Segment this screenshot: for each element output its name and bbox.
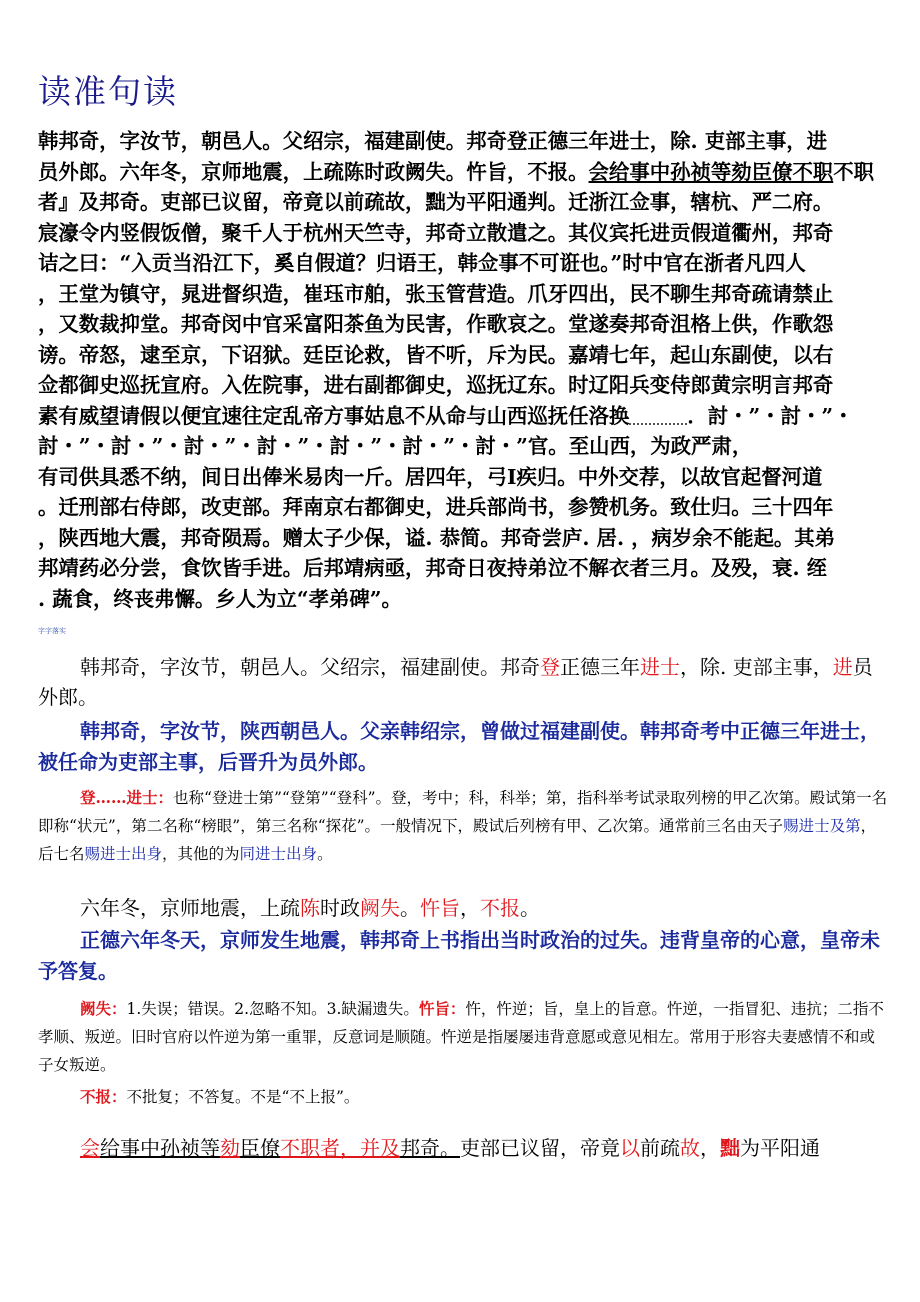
text: 给事中孙祯等 (100, 1136, 220, 1160)
passage-line-text: 员外郎。六年冬，京师地震，上疏陈时政阙失。忤旨，不报。 (38, 159, 589, 184)
text: 前疏 (640, 1136, 680, 1160)
note-text: 也称“登进士第”“登第”“登科”。登，考中；科，科举；第，指科举考试录取列榜的甲乙次第。殿试第一名即称“状元”，第二名称“榜眼”，第三名称“探花”。一般情况下，殿试后列榜有甲、乙次第。通常前三名由天子 (38, 789, 888, 835)
text: 吏部已议留，帝竟 (460, 1136, 620, 1160)
passage-line: 韩邦奇，字汝节，朝邑人。父绍宗，福建副使。邦奇登正德三年进士，除. 吏部主事，进 (38, 129, 828, 153)
text: ，除. 吏部主事 (680, 655, 813, 679)
garbled-text: ．討・”・討・”・ (687, 403, 854, 428)
section1-translation: 韩邦奇，字汝节，陕西朝邑人。父亲韩绍宗，曾做过福建副使。韩邦奇考中正德三年进士，被任命为吏部主事，后晋升为员外郎。 (38, 719, 880, 774)
highlight-word: 陈 (300, 896, 320, 920)
page-title: 读准句读 (38, 72, 178, 111)
passage-line (38, 401, 888, 432)
highlight-word: 会 (80, 1136, 100, 1160)
note-head: 阙失： (80, 999, 127, 1018)
section-1 (38, 652, 888, 868)
highlight-word: 阙失 (360, 896, 400, 920)
highlight-word: 黜 (720, 1136, 740, 1160)
note-highlight: 赐进士及第 (783, 817, 861, 835)
section1-note (38, 784, 888, 868)
text: 员外郎。 (38, 655, 873, 709)
passage-line: 邦靖药必分尝，食饮皆手进。后邦靖病亟，邦奇日夜持弟泣不解衣者三月。及殁，衰. 绖 (38, 556, 828, 580)
note-head: 登……进士： (80, 788, 174, 807)
text: ， (700, 1136, 720, 1160)
highlight-word: 以 (620, 1136, 640, 1160)
underlined-phrase: 会给事中孙祯等劾臣僚不职 (588, 159, 834, 184)
passage-line: 宸濠令内竖假饭僧，聚千人于杭州天竺寺，邦奇立散遣之。其仪宾托进贡假道衢州，邦奇 (38, 220, 834, 245)
text: 为平阳通 (740, 1136, 820, 1160)
note-text: ，其他的为 (162, 845, 240, 863)
highlight-word: 登 (540, 655, 560, 679)
highlight-word: 故 (680, 1136, 700, 1160)
text: ， (460, 896, 480, 920)
note-highlight: 赐进士出身 (84, 845, 163, 863)
text: ， (812, 655, 833, 679)
highlight-word: 不职者 (280, 1136, 340, 1160)
passage-line: 。迁刑部右侍郎，改吏部。拜南京右都御史，进兵部尚书，参赞机务。致仕归。三十四年 (38, 495, 834, 519)
text: 韩邦奇，字汝节，朝邑人。父绍宗，福建副使。邦奇 (80, 655, 540, 679)
passage-line: 有司供具悉不纳，间日出俸米易肉一斤。居四年，弓I疾归。中外交荐，以故官起督河道 (38, 464, 823, 489)
passage-line: ，又数裁抑堂。邦奇闵中官采富阳茶鱼为民害，作歌哀之。堂遂奏邦奇沮格上供，作歌怨 (38, 312, 834, 336)
highlight-word: 不报 (480, 896, 520, 920)
passage-line-text: 素有威望请假以便宜速往定乱帝方事姑息不从命与山西巡抚任洛换 (38, 403, 630, 428)
passage-line (38, 157, 888, 188)
original-passage (38, 126, 888, 614)
note-text: 不批复；不答复。不是“不上报”。 (126, 1088, 360, 1106)
text: 。 (520, 896, 540, 920)
highlight-word: 忤旨 (420, 896, 460, 920)
highlight-word: 劾 (220, 1136, 240, 1160)
section-3 (38, 1133, 888, 1163)
passage-line: 者』及邦奇。吏部已议留，帝竟以前疏故，黜为平阳通判。迁浙江佥事，辖杭、严二府。 (38, 190, 834, 214)
section-2 (38, 893, 888, 1111)
note-text: 。 (317, 845, 333, 863)
note-text: 忤，忤逆；旨，皇上的旨意。忤逆，一指冒犯、违抗；二指不孝顺、叛逆。旧时官府以忤逆为第一重罪，反意词是顺随。忤逆是指屡屡违背意愿或意见相左。常用于形容夫妻感情不和或子女叛逆。 (38, 1000, 884, 1074)
passage-line: 討・”・討・”・討・”・討・”・討・”・討・”・討・”官。至山西，为政严肃， (38, 434, 753, 458)
highlight-word: ，并及 (340, 1136, 400, 1160)
text: 时政 (320, 896, 360, 920)
section2-original (38, 893, 888, 923)
passage-line: 诘之曰：“入贡当沿江下，奚自假道？归语王，韩佥事不可诳也。”时中官在浙者凡四人 (38, 251, 806, 275)
section2-note (38, 995, 888, 1079)
dotted-gap (629, 409, 687, 425)
passage-line: 谤。帝怒，逮至京，下诏狱。廷臣论救，皆不听，斥为民。嘉靖七年，起山东副使，以右 (38, 342, 834, 367)
passage-line: ，陕西地大震，邦奇陨焉。赠太子少保，谥. 恭简。邦奇尝庐. 居. ，病岁余不能起。其弟 (38, 525, 836, 550)
highlight-word: 进士 (640, 655, 680, 679)
section1-original (38, 652, 888, 712)
note-head: 不报： (80, 1087, 127, 1106)
note-head: 忤旨： (418, 999, 466, 1018)
text: 臣僚 (240, 1136, 280, 1160)
tiny-label: 字字落实 (38, 627, 66, 635)
passage-line: . 蔬食，终丧弗懈。乡人为立“孝弟碑”。 (38, 586, 402, 611)
note-text: ，后七名 (38, 817, 877, 863)
note-text: 1.失误；错误。2.忽略不知。3.缺漏遗失。 (126, 1000, 419, 1018)
passage-line-tail: 不职 (833, 159, 875, 184)
passage-line: ，王堂为镇守，晁进督织造，崔珏市舶，张玉管营造。爪牙四出，民不聊生邦奇疏请禁止 (38, 281, 834, 306)
section3-original (38, 1133, 888, 1163)
text: 六年冬，京师地震，上疏 (80, 896, 300, 920)
text: 邦奇。 (400, 1136, 460, 1160)
text: 正德三年 (560, 655, 640, 679)
text: 。 (400, 896, 420, 920)
passage-line: 佥都御史巡抚宣府。入佐院事，进右副都御史，巡抚辽东。时辽阳兵变侍郎黄宗明言邦奇 (38, 373, 834, 397)
section2-translation: 正德六年冬天，京师发生地震，韩邦奇上书指出当时政治的过失。违背皇帝的心意，皇帝未予答复。 (38, 928, 880, 983)
section2-note-2 (38, 1083, 888, 1111)
note-highlight: 同进士出身 (239, 845, 318, 863)
highlight-word: 进 (832, 655, 853, 679)
